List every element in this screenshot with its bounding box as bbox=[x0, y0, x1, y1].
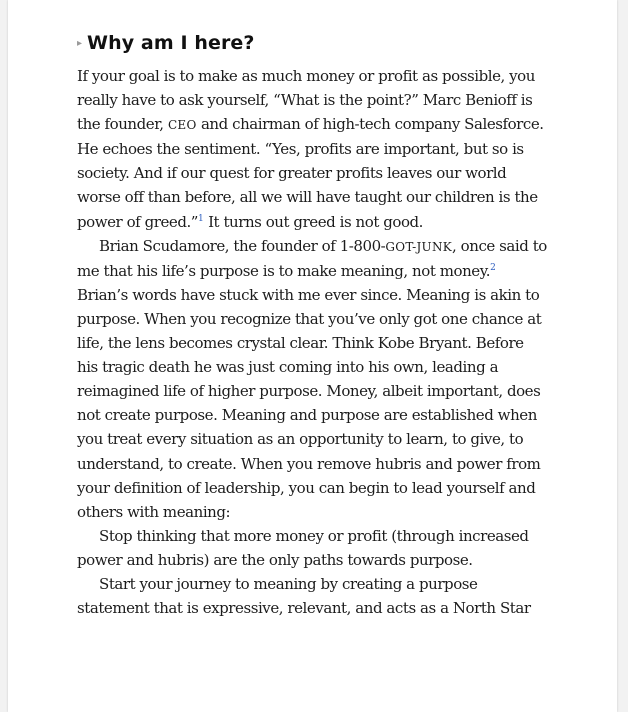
paragraph-4: Start your journey to meaning by creating a purpose statement that is expressive, relevant, and acts as a North Star bbox=[77, 574, 531, 618]
paragraph-3: Stop thinking that more money or profit (through increased power and hubris) are the only paths towards purpose. bbox=[77, 526, 529, 569]
paragraph-1-text-b: and chairman of high-tech company Salesforce. He echoes the sentiment. “Yes, profits are important, but so is society. And if our quest for greater profits leaves our world worse off than before, all we will have taught our children is the power of greed.” bbox=[77, 115, 544, 231]
footnote-ref-1[interactable]: 1 bbox=[198, 213, 204, 224]
paragraph-1-text-a: If your goal is to make as much money or profit as possible, you really have to ask yourself, “What is the point?” Marc Benioff is the founder, bbox=[77, 67, 535, 134]
footnote-ref-2[interactable]: 2 bbox=[490, 262, 496, 273]
page-content bbox=[77, 28, 547, 620]
paragraph-2-text-b: , once said to me that his life’s purpose is to make meaning, not money. bbox=[77, 236, 547, 280]
triangle-marker-icon: ▸ bbox=[77, 37, 83, 49]
paragraph-2 bbox=[77, 234, 547, 524]
paragraph-1-text-c: It turns out greed is not good. bbox=[203, 212, 423, 231]
paragraph-2-text-a: Brian Scudamore, the founder of 1-800- bbox=[99, 236, 386, 255]
paragraph-2-text-c: Brian’s words have stuck with me ever since. Meaning is akin to purpose. When you recognize that you’ve only got one chance at life, the lens becomes crystal clear. Think Kobe Bryant. Before his tragic death he was just coming into his own, leading a reimagined life of higher purpose. Money, albeit important, does not create purpose. Meaning and purpose are established when you treat every situation as an opportunity to learn, to give, to understand, to create. When you remove hubris and power from your definition of leadership, you can begin to lead yourself and others with meaning: bbox=[77, 285, 542, 521]
section-heading bbox=[77, 28, 547, 58]
paragraph-1 bbox=[77, 64, 547, 234]
document-page bbox=[8, 0, 617, 712]
ceo-abbreviation: CEO bbox=[167, 118, 197, 133]
section-title: Why am I here? bbox=[87, 32, 255, 54]
got-junk-abbreviation: GOT-JUNK bbox=[385, 239, 453, 254]
